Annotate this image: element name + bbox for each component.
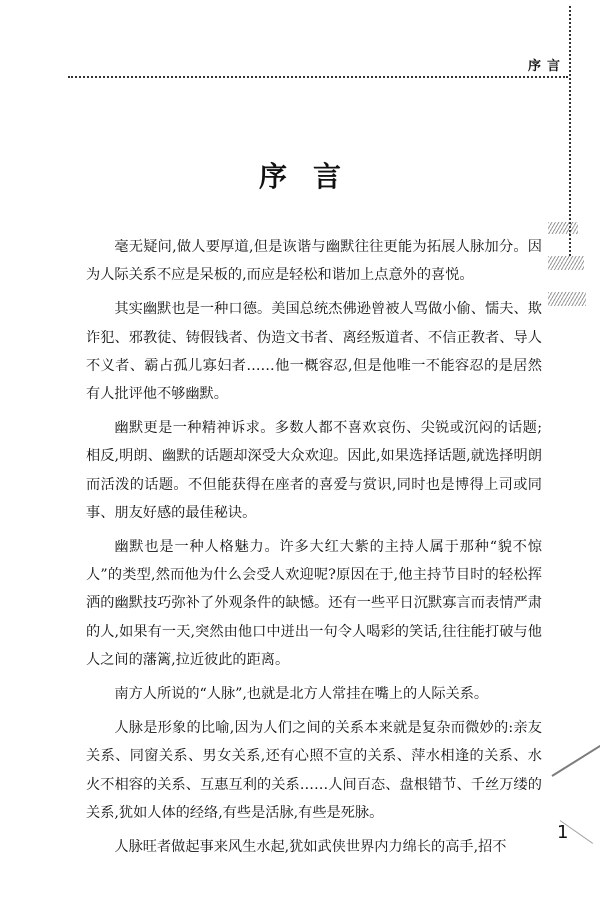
paragraph-1: 毫无疑问,做人要厚道,但是诙谐与幽默往往更能为拓展人脉加分。因为人际关系不应是呆板的,而应是轻松和谐加上点意外的喜悦。 — [86, 239, 542, 284]
paragraph-6: 人脉是形象的比喻,因为人们之间的关系本来就是复杂而微妙的:亲友关系、同窗关系、男女关系,还有心照不宣的关系、萍水相逢的关系、水火不相容的关系、互惠互利的关系……人间百态、盘根错节、千丝万缕的关系,犹如人体的经络,有些是活脉,有些是死脉。 — [86, 720, 542, 821]
paragraph-4: 幽默也是一种人格魅力。许多大红大紫的主持人属于那种“貌不惊人”的类型,然而他为什么会受人欢迎呢?原因在于,他主持节目时的轻松挥洒的幽默技巧弥补了外观条件的缺憾。还有一些平日沉默寡言而表情严肃的人,如果有一天,突然由他口中迸出一句令人喝彩的笑话,往往能打破与他人之间的藩篱,拉近彼此的距离。 — [86, 539, 542, 668]
body-text — [86, 233, 542, 867]
margin-dotted-rule — [569, 6, 571, 256]
header-dotted-rule — [68, 76, 568, 78]
scan-bleed-mark — [548, 292, 586, 306]
scan-streak — [551, 743, 600, 776]
running-head: 序言 — [527, 59, 566, 74]
scan-bleed-mark — [548, 222, 578, 234]
paragraph-3: 幽默更是一种精神诉求。多数人都不喜欢哀伤、尖锐或沉闷的话题;相反,明朗、幽默的话题却深受大众欢迎。因此,如果选择话题,就选择明朗而活泼的话题。不但能获得在座者的喜爱与赏识,同时也是博得上司或同事、朋友好感的最佳秘诀。 — [86, 420, 542, 521]
page-title: 序言 — [258, 160, 367, 193]
scan-bleed-mark — [548, 256, 584, 270]
paragraph-5: 南方人所说的“人脉”,也就是北方人常挂在嘴上的人际关系。 — [114, 686, 489, 703]
paragraph-7: 人脉旺者做起事来风生水起,犹如武侠世界内力绵长的高手,招不 — [114, 839, 507, 856]
page-number: 1 — [557, 822, 569, 843]
paragraph-2: 其实幽默也是一种口德。美国总统杰佛逊曾被人骂做小偷、懦夫、欺诈犯、邪教徒、铸假钱者、伪造文书者、离经叛道者、不信正教者、导人不义者、霸占孤儿寡妇者……他一概容忍,但是他唯一不能容忍的是居然有人批评他不够幽默。 — [86, 301, 542, 403]
